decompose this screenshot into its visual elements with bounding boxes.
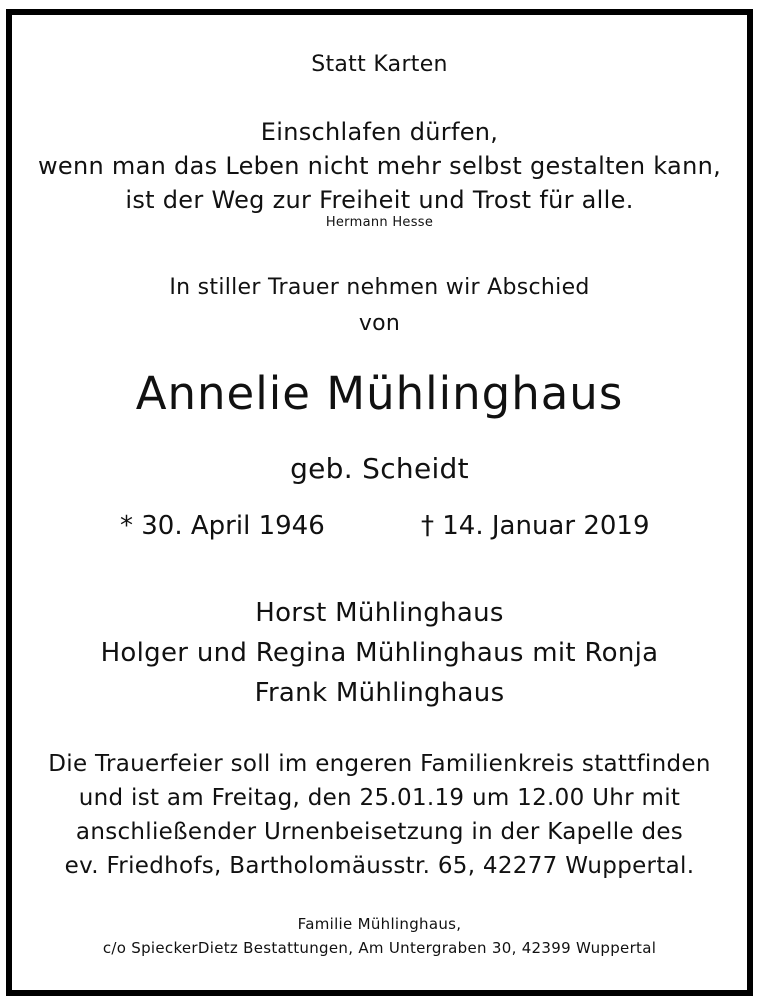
quote-author: Hermann Hesse	[325, 215, 434, 230]
mourner-name: Holger und Regina Mühlinghaus mit Ronja	[100, 638, 659, 668]
intro-text	[12, 270, 747, 342]
obituary-frame	[6, 9, 753, 996]
service-info-line: und ist am Freitag, den 25.01.19 um 12.00 Uhr mit	[78, 785, 681, 811]
header-text: Statt Karten	[311, 52, 448, 77]
mourner-name: Frank Mühlinghaus	[254, 678, 505, 708]
quote-block	[12, 115, 747, 217]
quote-line: Einschlafen dürfen,	[260, 118, 499, 146]
quote-line: ist der Weg zur Freiheit und Trost für alle.	[125, 186, 634, 214]
deceased-name: Annelie Mühlinghaus	[135, 367, 624, 420]
mourner-name: Horst Mühlinghaus	[255, 598, 504, 628]
service-info-line: Die Trauerfeier soll im engeren Familienkreis stattfinden	[48, 751, 711, 777]
contact-block	[12, 912, 747, 960]
contact-family: Familie Mühlinghaus,	[297, 915, 462, 933]
death-date: † 14. Januar 2019	[421, 511, 650, 541]
maiden-name: geb. Scheidt	[290, 452, 469, 485]
birth-date: * 30. April 1946	[120, 511, 325, 541]
quote-line: wenn man das Leben nicht mehr selbst gestalten kann,	[37, 152, 722, 180]
service-info-line: ev. Friedhofs, Bartholomäusstr. 65, 42277 Wuppertal.	[64, 853, 695, 879]
service-info	[12, 747, 747, 883]
service-info-line: anschließender Urnenbeisetzung in der Kapelle des	[75, 819, 684, 845]
intro-line-2: von	[358, 311, 401, 336]
mourners-list	[12, 593, 747, 713]
contact-address: c/o SpieckerDietz Bestattungen, Am Untergraben 30, 42399 Wuppertal	[102, 939, 657, 957]
intro-line-1: In stiller Trauer nehmen wir Abschied	[169, 275, 590, 300]
